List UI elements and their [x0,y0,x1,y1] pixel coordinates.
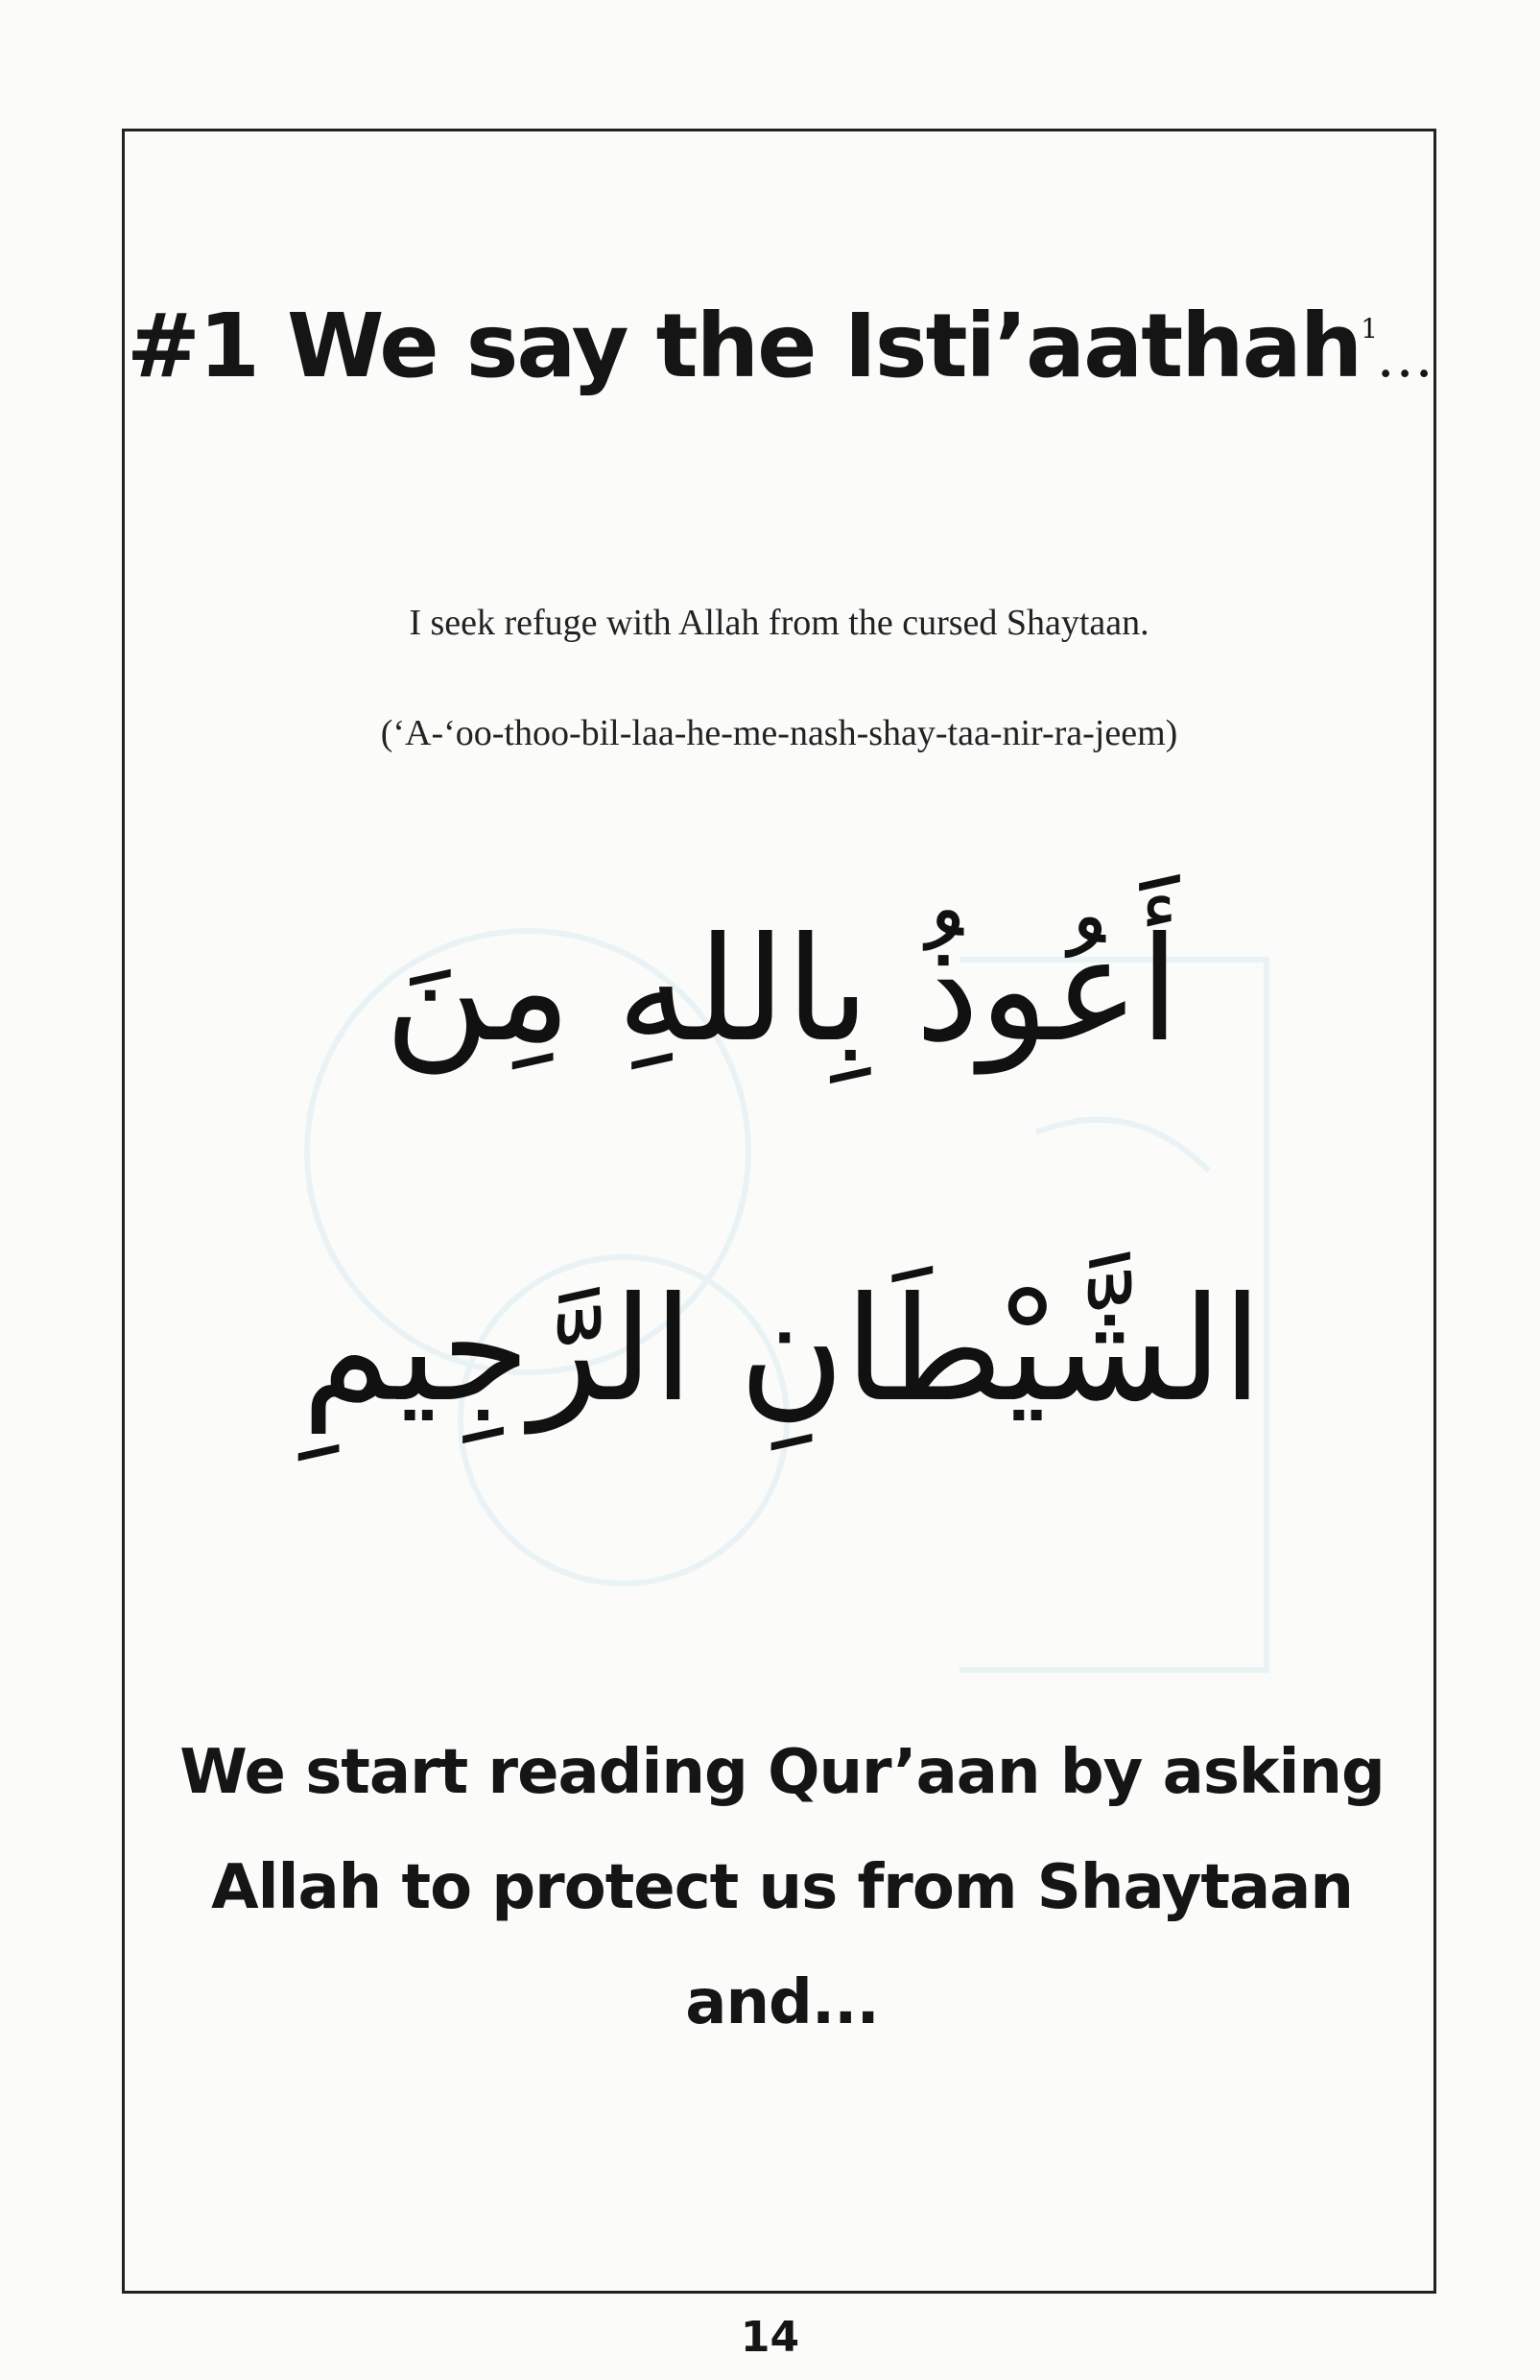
title-ellipsis: … [1376,323,1433,391]
footnote-marker: 1 [1361,313,1377,345]
arabic-text-line-1: أَعُوذُ بِاللهِ مِنَ [384,907,1180,1074]
body-paragraph [163,1715,1401,2060]
body-line: Allah to protect us from Shaytaan [211,1852,1353,1923]
body-line: and... [685,1967,879,2038]
page-frame [122,129,1436,2294]
english-translation: I seek refuge with Allah from the cursed Shaytaan. [409,603,1149,643]
arabic-text-line-2: الشَّيْطَانِ الرَّجِيمِ [301,1267,1263,1434]
page-number: 14 [740,2313,800,2362]
page-title [125,295,1433,397]
body-line: We start reading Qur’aan by asking [179,1737,1385,1808]
transliteration: (‘A-‘oo-thoo-bil-laa-he-me-nash-shay-taa-nir-ra-jeem) [380,713,1178,753]
title-text: #1 We say the Isti’aathah [126,295,1362,397]
